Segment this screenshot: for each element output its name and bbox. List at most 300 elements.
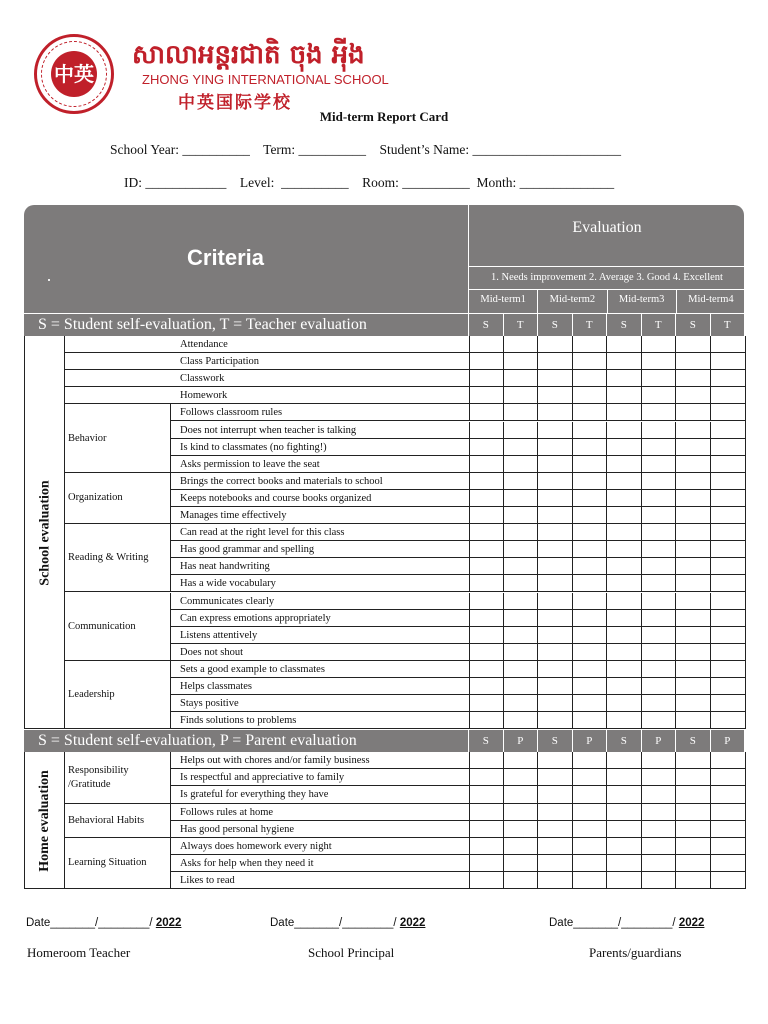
score-cell[interactable]	[642, 821, 677, 838]
criterion-label: Keeps notebooks and course books organized	[180, 492, 372, 504]
score-cell[interactable]	[711, 387, 746, 404]
score-cell[interactable]	[504, 821, 539, 838]
score-cell[interactable]	[538, 490, 573, 507]
column-code: T	[503, 314, 538, 336]
score-cell[interactable]	[607, 370, 642, 387]
score-cell[interactable]	[607, 872, 642, 889]
score-cell[interactable]	[504, 872, 539, 889]
score-cell[interactable]	[711, 524, 746, 541]
score-cell[interactable]	[676, 786, 711, 803]
score-cell[interactable]	[504, 804, 539, 821]
score-cell[interactable]	[504, 786, 539, 803]
info-fields-line-1[interactable]: School Year: __________ Term: __________ Student’s Name: ______________________	[110, 142, 622, 157]
date-field-teacher[interactable]	[26, 917, 181, 929]
score-cell[interactable]	[469, 752, 504, 769]
score-cell[interactable]	[642, 712, 677, 729]
score-cell[interactable]	[676, 558, 711, 575]
score-cell[interactable]	[607, 422, 642, 439]
score-cell[interactable]	[642, 558, 677, 575]
score-cell[interactable]	[538, 370, 573, 387]
score-cell[interactable]	[711, 769, 746, 786]
score-cell[interactable]	[504, 752, 539, 769]
score-cell[interactable]	[469, 712, 504, 729]
table-row	[25, 593, 745, 610]
score-cell[interactable]	[642, 804, 677, 821]
score-cell[interactable]	[573, 821, 608, 838]
score-cell[interactable]	[538, 855, 573, 872]
score-cell[interactable]	[711, 575, 746, 592]
score-cell[interactable]	[676, 353, 711, 370]
score-cell[interactable]	[573, 558, 608, 575]
criterion-label: Can read at the right level for this class	[180, 527, 345, 539]
score-cell[interactable]	[538, 712, 573, 729]
header-mark	[48, 279, 50, 281]
rating-scale: 1. Needs improvement 2. Average 3. Good 4. Excellent	[469, 266, 745, 290]
midterm-header-3: Mid-term3	[608, 289, 677, 314]
score-cell[interactable]	[711, 855, 746, 872]
score-cell[interactable]	[504, 712, 539, 729]
score-cell[interactable]	[711, 712, 746, 729]
score-cell[interactable]	[642, 644, 677, 661]
criteria-heading: Criteria	[187, 245, 265, 270]
score-cell[interactable]	[676, 872, 711, 889]
score-cell[interactable]	[538, 524, 573, 541]
score-cell[interactable]	[573, 678, 608, 695]
date-field-principal[interactable]	[270, 917, 425, 929]
score-cell[interactable]	[469, 439, 504, 456]
category-label: Learning Situation	[68, 857, 147, 869]
score-cell[interactable]	[573, 804, 608, 821]
score-cell[interactable]	[676, 370, 711, 387]
score-cell[interactable]	[607, 838, 642, 855]
score-cell[interactable]	[676, 769, 711, 786]
criterion-label: Classwork	[180, 373, 225, 385]
info-fields-line-2[interactable]: ID: ____________ Level: __________ Room: __________ Month: ______________	[124, 175, 615, 190]
score-cell[interactable]	[573, 610, 608, 627]
score-cell[interactable]	[711, 804, 746, 821]
score-cell[interactable]	[573, 507, 608, 524]
score-cell[interactable]	[676, 627, 711, 644]
score-cell[interactable]	[469, 558, 504, 575]
score-cell[interactable]	[676, 712, 711, 729]
score-cell[interactable]	[469, 575, 504, 592]
score-cell[interactable]	[642, 490, 677, 507]
score-cell[interactable]	[607, 821, 642, 838]
score-cell[interactable]	[607, 456, 642, 473]
midterm-headers	[469, 289, 745, 314]
score-cell[interactable]	[642, 524, 677, 541]
score-cell[interactable]	[469, 786, 504, 803]
score-cell[interactable]	[469, 524, 504, 541]
column-code: T	[710, 314, 745, 336]
score-cell[interactable]	[538, 404, 573, 421]
date-field-parent[interactable]	[549, 917, 704, 929]
score-cell[interactable]	[538, 473, 573, 490]
criterion-label: Listens attentively	[180, 629, 258, 641]
score-cell[interactable]	[711, 541, 746, 558]
score-cell[interactable]	[642, 336, 677, 353]
score-cell[interactable]	[469, 627, 504, 644]
score-cell[interactable]	[642, 353, 677, 370]
score-cell[interactable]	[642, 439, 677, 456]
score-cell[interactable]	[504, 422, 539, 439]
score-cell[interactable]	[573, 786, 608, 803]
score-cell[interactable]	[607, 353, 642, 370]
score-cell[interactable]	[504, 678, 539, 695]
score-cell[interactable]	[573, 644, 608, 661]
score-cell[interactable]	[642, 661, 677, 678]
score-cell[interactable]	[711, 422, 746, 439]
score-cell[interactable]	[642, 872, 677, 889]
score-cell[interactable]	[504, 507, 539, 524]
score-cell[interactable]	[538, 661, 573, 678]
table-row	[25, 336, 745, 353]
score-cell[interactable]	[538, 593, 573, 610]
score-cell[interactable]	[504, 439, 539, 456]
score-cell[interactable]	[676, 524, 711, 541]
score-cell[interactable]	[676, 695, 711, 712]
score-cell[interactable]	[504, 387, 539, 404]
score-cell[interactable]	[607, 804, 642, 821]
score-cell[interactable]	[538, 336, 573, 353]
score-cell[interactable]	[711, 752, 746, 769]
score-cell[interactable]	[607, 769, 642, 786]
score-cell[interactable]	[504, 336, 539, 353]
score-cell[interactable]	[469, 473, 504, 490]
score-cell[interactable]	[504, 593, 539, 610]
score-cell[interactable]	[538, 804, 573, 821]
score-cell[interactable]	[469, 541, 504, 558]
score-cell[interactable]	[642, 422, 677, 439]
score-cell[interactable]	[676, 752, 711, 769]
score-cell[interactable]	[711, 404, 746, 421]
score-cell[interactable]	[676, 387, 711, 404]
score-cell[interactable]	[607, 610, 642, 627]
score-cell[interactable]	[573, 872, 608, 889]
score-cell[interactable]	[711, 695, 746, 712]
score-cell[interactable]	[573, 541, 608, 558]
score-cell[interactable]	[504, 490, 539, 507]
signature-parents: Parents/guardians	[589, 945, 682, 960]
score-cell[interactable]	[676, 610, 711, 627]
criterion-label: Always does homework every night	[180, 840, 332, 852]
score-cell[interactable]	[538, 456, 573, 473]
criterion-label: Has good personal hygiene	[180, 823, 295, 835]
column-code: S	[537, 314, 572, 336]
score-cell[interactable]	[607, 855, 642, 872]
score-cell[interactable]	[573, 661, 608, 678]
score-cell[interactable]	[607, 541, 642, 558]
score-cell[interactable]	[607, 661, 642, 678]
score-cell[interactable]	[676, 575, 711, 592]
score-cell[interactable]	[642, 593, 677, 610]
score-cell[interactable]	[573, 490, 608, 507]
score-cell[interactable]	[607, 644, 642, 661]
score-cell[interactable]	[469, 838, 504, 855]
date-blank: Date_______/________/	[26, 917, 156, 929]
evaluation-heading: Evaluation	[572, 219, 642, 236]
column-code: S	[675, 314, 710, 336]
score-cell[interactable]	[711, 627, 746, 644]
score-cell[interactable]	[573, 752, 608, 769]
score-cell[interactable]	[676, 490, 711, 507]
score-cell[interactable]	[469, 661, 504, 678]
score-cell[interactable]	[538, 439, 573, 456]
score-cell[interactable]	[676, 456, 711, 473]
score-cell[interactable]	[607, 473, 642, 490]
score-cell[interactable]	[469, 821, 504, 838]
score-cell[interactable]	[642, 786, 677, 803]
score-cell[interactable]	[538, 353, 573, 370]
criterion-label: Is kind to classmates (no fighting!)	[180, 441, 327, 453]
score-cell[interactable]	[676, 804, 711, 821]
score-cell[interactable]	[607, 336, 642, 353]
score-cell[interactable]	[676, 473, 711, 490]
score-cell[interactable]	[711, 473, 746, 490]
score-cell[interactable]	[607, 712, 642, 729]
score-cell[interactable]	[711, 456, 746, 473]
score-cell[interactable]	[469, 804, 504, 821]
score-cell[interactable]	[676, 855, 711, 872]
score-cell[interactable]	[676, 678, 711, 695]
score-cell[interactable]	[504, 627, 539, 644]
score-cell[interactable]	[538, 422, 573, 439]
score-cell[interactable]	[504, 558, 539, 575]
score-cell[interactable]	[538, 507, 573, 524]
score-cell[interactable]	[538, 678, 573, 695]
score-cell[interactable]	[504, 575, 539, 592]
score-cell[interactable]	[469, 610, 504, 627]
score-cell[interactable]	[642, 370, 677, 387]
score-cell[interactable]	[711, 558, 746, 575]
score-cell[interactable]	[711, 872, 746, 889]
score-cell[interactable]	[676, 336, 711, 353]
score-cell[interactable]	[469, 507, 504, 524]
score-cell[interactable]	[538, 769, 573, 786]
home-evaluation-label: Home evaluation	[36, 769, 52, 872]
score-cell[interactable]	[607, 695, 642, 712]
score-cell[interactable]	[676, 661, 711, 678]
score-cell[interactable]	[676, 439, 711, 456]
score-cell[interactable]	[676, 644, 711, 661]
score-cell[interactable]	[711, 507, 746, 524]
score-cell[interactable]	[573, 769, 608, 786]
score-cell[interactable]	[504, 769, 539, 786]
score-cell[interactable]	[573, 593, 608, 610]
score-cell[interactable]	[504, 404, 539, 421]
score-cell[interactable]	[504, 524, 539, 541]
score-cell[interactable]	[469, 769, 504, 786]
column-code: P	[710, 730, 745, 752]
score-cell[interactable]	[469, 855, 504, 872]
home-section-legend: S = Student self-evaluation, P = Parent evaluation	[38, 732, 357, 750]
score-cell[interactable]	[573, 439, 608, 456]
score-cell[interactable]	[504, 541, 539, 558]
score-cell[interactable]	[642, 541, 677, 558]
score-cell[interactable]	[676, 404, 711, 421]
score-cell[interactable]	[711, 786, 746, 803]
score-cell[interactable]	[607, 490, 642, 507]
score-cell[interactable]	[538, 695, 573, 712]
score-cell[interactable]	[711, 838, 746, 855]
score-cell[interactable]	[573, 473, 608, 490]
score-cell[interactable]	[676, 593, 711, 610]
score-cell[interactable]	[504, 353, 539, 370]
score-cell[interactable]	[538, 541, 573, 558]
score-cell[interactable]	[711, 353, 746, 370]
score-cell[interactable]	[607, 507, 642, 524]
score-cell[interactable]	[573, 370, 608, 387]
score-cell[interactable]	[538, 872, 573, 889]
score-cell[interactable]	[469, 490, 504, 507]
score-cell[interactable]	[504, 644, 539, 661]
score-cell[interactable]	[642, 456, 677, 473]
score-cell[interactable]	[573, 422, 608, 439]
score-cell[interactable]	[711, 370, 746, 387]
score-cell[interactable]	[538, 786, 573, 803]
score-cell[interactable]	[504, 838, 539, 855]
score-cell[interactable]	[504, 473, 539, 490]
school-evaluation-label: School evaluation	[37, 479, 53, 586]
score-cell[interactable]	[469, 872, 504, 889]
score-cell[interactable]	[573, 627, 608, 644]
table-row	[25, 644, 745, 661]
score-cell[interactable]	[676, 838, 711, 855]
score-cell[interactable]	[573, 404, 608, 421]
score-cell[interactable]	[607, 627, 642, 644]
score-cell[interactable]	[573, 353, 608, 370]
criterion-label: Homework	[180, 390, 228, 402]
score-cell[interactable]	[711, 593, 746, 610]
column-code: P	[503, 730, 538, 752]
score-cell[interactable]	[469, 387, 504, 404]
criterion-label: Manages time effectively	[180, 510, 287, 521]
score-cell[interactable]	[469, 593, 504, 610]
score-cell[interactable]	[469, 353, 504, 370]
criterion-label: Sets a good example to classmates	[180, 663, 325, 675]
score-cell[interactable]	[676, 541, 711, 558]
column-code: S	[606, 314, 641, 336]
score-cell[interactable]	[538, 821, 573, 838]
score-cell[interactable]	[642, 838, 677, 855]
score-cell[interactable]	[538, 838, 573, 855]
score-cell[interactable]	[642, 678, 677, 695]
score-cell[interactable]	[642, 473, 677, 490]
score-cell[interactable]	[607, 752, 642, 769]
score-cell[interactable]	[711, 610, 746, 627]
score-cell[interactable]	[642, 627, 677, 644]
category-label: Behavior	[68, 432, 107, 444]
score-cell[interactable]	[504, 661, 539, 678]
table-row	[25, 661, 745, 678]
score-cell[interactable]	[676, 821, 711, 838]
score-cell[interactable]	[607, 404, 642, 421]
column-code: S	[606, 730, 641, 752]
score-cell[interactable]	[573, 855, 608, 872]
score-cell[interactable]	[573, 838, 608, 855]
score-cell[interactable]	[607, 593, 642, 610]
criterion-label: Does not shout	[180, 646, 243, 658]
score-cell[interactable]	[607, 524, 642, 541]
score-cell[interactable]	[573, 336, 608, 353]
score-cell[interactable]	[711, 644, 746, 661]
score-cell[interactable]	[504, 695, 539, 712]
table-header	[24, 205, 744, 314]
score-cell[interactable]	[607, 439, 642, 456]
score-cell[interactable]	[504, 370, 539, 387]
evaluation-header	[468, 205, 745, 314]
home-evaluation-grid	[24, 752, 746, 889]
score-cell[interactable]	[607, 558, 642, 575]
score-cell[interactable]	[642, 507, 677, 524]
score-cell[interactable]	[711, 661, 746, 678]
score-cell[interactable]	[642, 695, 677, 712]
score-cell[interactable]	[469, 644, 504, 661]
score-cell[interactable]	[642, 769, 677, 786]
score-cell[interactable]	[711, 821, 746, 838]
score-cell[interactable]	[469, 456, 504, 473]
score-cell[interactable]	[642, 610, 677, 627]
score-cell[interactable]	[607, 575, 642, 592]
table-row	[25, 353, 745, 370]
score-cell[interactable]	[676, 507, 711, 524]
score-cell[interactable]	[469, 695, 504, 712]
score-cell[interactable]	[538, 644, 573, 661]
score-cell[interactable]	[573, 575, 608, 592]
score-cell[interactable]	[711, 336, 746, 353]
criterion-label: Communicates clearly	[180, 595, 275, 607]
score-cell[interactable]	[573, 524, 608, 541]
score-cell[interactable]	[642, 575, 677, 592]
signature-school-principal: School Principal	[308, 945, 395, 960]
score-cell[interactable]	[642, 752, 677, 769]
score-cell[interactable]	[504, 456, 539, 473]
score-cell[interactable]	[573, 387, 608, 404]
grid-bottom	[25, 888, 745, 889]
score-cell[interactable]	[469, 336, 504, 353]
criterion-label: Asks permission to leave the seat	[180, 458, 320, 470]
score-cell[interactable]	[642, 855, 677, 872]
column-code: S	[537, 730, 572, 752]
score-cell[interactable]	[642, 404, 677, 421]
score-cell[interactable]	[607, 786, 642, 803]
score-cell[interactable]	[538, 575, 573, 592]
score-cell[interactable]	[573, 456, 608, 473]
score-cell[interactable]	[538, 627, 573, 644]
criterion-label: Can express emotions appropriately	[180, 612, 331, 624]
score-cell[interactable]	[538, 387, 573, 404]
score-cell[interactable]	[469, 678, 504, 695]
score-cell[interactable]	[573, 695, 608, 712]
score-cell[interactable]	[642, 387, 677, 404]
score-cell[interactable]	[711, 678, 746, 695]
score-cell[interactable]	[504, 610, 539, 627]
score-cell[interactable]	[504, 855, 539, 872]
score-cell[interactable]	[607, 387, 642, 404]
school-evaluation-grid	[24, 336, 746, 729]
score-cell[interactable]	[711, 439, 746, 456]
score-cell[interactable]	[538, 752, 573, 769]
score-cell[interactable]	[469, 404, 504, 421]
score-cell[interactable]	[469, 370, 504, 387]
score-cell[interactable]	[711, 490, 746, 507]
score-cell[interactable]	[607, 678, 642, 695]
score-cell[interactable]	[676, 422, 711, 439]
score-cell[interactable]	[538, 610, 573, 627]
score-cell[interactable]	[573, 712, 608, 729]
score-cell[interactable]	[469, 422, 504, 439]
score-cell[interactable]	[538, 558, 573, 575]
